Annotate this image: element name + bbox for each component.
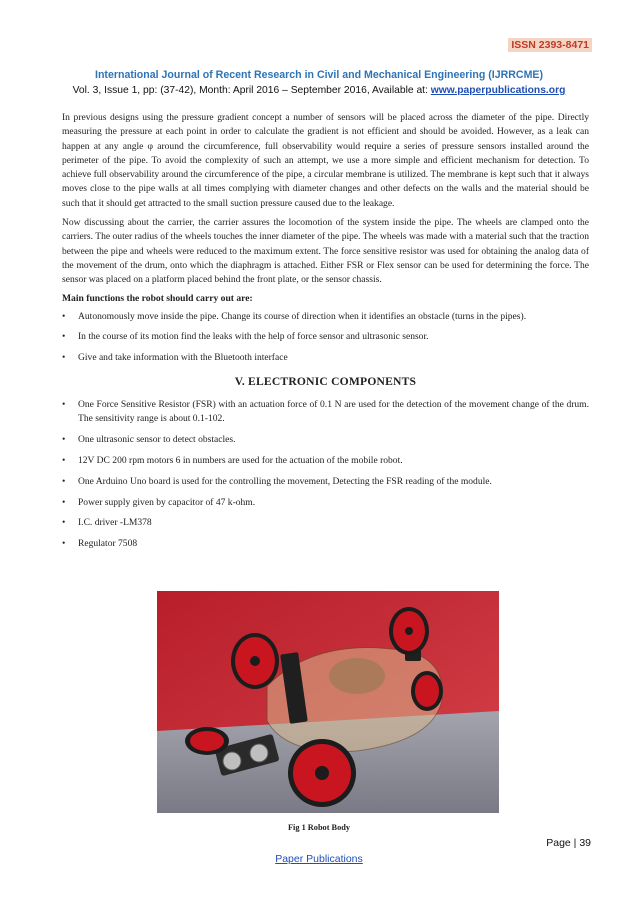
publisher-link[interactable]: Paper Publications — [275, 853, 363, 865]
bullet-icon: • — [62, 454, 66, 466]
volume-info — [0, 85, 638, 96]
list-item-text: Give and take information with the Bluetooth interface — [78, 352, 288, 364]
ultrasonic-eye-right — [250, 744, 268, 762]
section-heading: V. ELECTRONIC COMPONENTS — [234, 374, 417, 388]
list-item — [62, 310, 589, 324]
list-item-text: One ultrasonic sensor to detect obstacles. — [78, 433, 236, 445]
bullet-icon: • — [62, 496, 66, 508]
list-item-text: Autonomously move inside the pipe. Change its course of direction when it identifies an obstacle (turns in the pipes). — [78, 310, 527, 322]
list-item — [62, 398, 589, 427]
bullet-icon: • — [62, 310, 66, 322]
list-item-text: One Force Sensitive Resistor (FSR) with an actuation force of 0.1 N are used for the detection of the movement change of the drum. The sensitivity range is about 0.1-102. — [78, 398, 589, 424]
wheel-front-left — [231, 633, 279, 689]
list-item — [62, 330, 589, 344]
journal-title: International Journal of Recent Research in Civil and Mechanical Engineering (IJRRCME) — [95, 69, 543, 81]
page-number: Page | 39 — [546, 837, 591, 849]
list-item-text: One Arduino Uno board is used for the controlling the movement, Detecting the FSR reading of the module. — [78, 475, 492, 487]
paragraph-carrier: Now discussing about the carrier, the carrier assures the locomotion of the system inside the pipe. The wheels are clamped onto the carriers. The outer radius of the wheels touches the inner diameter of the pipe. The wheels was made with a material such that the traction between the pipe and wheels were reduced to the maximum extent. The force sensitive resistor was used for obtaining the analog data of the movement of the drum, onto which the diaphragm is attached. Either FSR or Flex sensor can be used for determining the force. The sensor was placed on a platform placed behind the front plate, or the sensor chassis. — [62, 217, 589, 286]
issn-badge: ISSN 2393-8471 — [508, 38, 592, 52]
drum — [329, 658, 385, 694]
bullet-icon: • — [62, 517, 66, 529]
bullet-icon: • — [62, 352, 66, 364]
list-item-text: I.C. driver -LM378 — [78, 517, 152, 529]
list-item-text: In the course of its motion find the leaks with the help of force sensor and ultrasonic sensor. — [78, 331, 429, 343]
list-item-text: 12V DC 200 rpm motors 6 in numbers are used for the actuation of the mobile robot. — [78, 454, 403, 466]
wheel-middle-right — [411, 671, 443, 711]
bullet-icon: • — [62, 538, 66, 550]
list-item — [62, 516, 589, 530]
list-item — [62, 537, 589, 551]
list-item — [62, 475, 589, 489]
list-item-text: Regulator 7508 — [78, 538, 138, 550]
list-item — [62, 454, 589, 468]
wheel-rear-right — [389, 607, 429, 655]
wheel-front-bottom — [288, 739, 356, 807]
wheel-left-bottom — [185, 727, 229, 755]
ultrasonic-eye-left — [223, 752, 241, 770]
volume-text: Vol. 3, Issue 1, pp: (37-42), Month: April 2016 – September 2016, Available at: — [72, 85, 431, 96]
functions-heading: Main functions the robot should carry out are: — [62, 292, 253, 304]
bullet-icon: • — [62, 475, 66, 487]
bullet-icon: • — [62, 331, 66, 343]
figure-caption: Fig 1 Robot Body — [287, 823, 350, 832]
bullet-icon: • — [62, 398, 66, 410]
list-item-text: Power supply given by capacitor of 47 k-ohm. — [78, 496, 256, 508]
list-item — [62, 351, 589, 365]
bullet-icon: • — [62, 433, 66, 445]
paragraph-pressure-gradient: In previous designs using the pressure gradient concept a number of sensors will be placed across the diameter of the pipe. Directly measuring the pressure at each point in order to calculate the gradient is not efficient and should be avoided. However, as a leak can happen at any angle φ around the circumference, full observability would require a series of pressure sensors installed around the perimeter of the pipe. To avoid the complexity of such an attempt, we use a more simple and efficient mechanism for detection. To achieve full observability around the circumference of the pipe, a circular membrane is utilized. The membrane is kept such that it always moves close to the pipe walls at all times complying with diameter changes and other defects on the walls and the material should be such that it should get attracted to the small suction pressure caused due to the leakage. — [62, 112, 589, 209]
list-item — [62, 433, 589, 447]
list-item — [62, 496, 589, 510]
article-body — [62, 111, 589, 558]
website-link[interactable]: www.paperpublications.org — [430, 85, 566, 96]
robot-body-photo — [157, 591, 499, 813]
